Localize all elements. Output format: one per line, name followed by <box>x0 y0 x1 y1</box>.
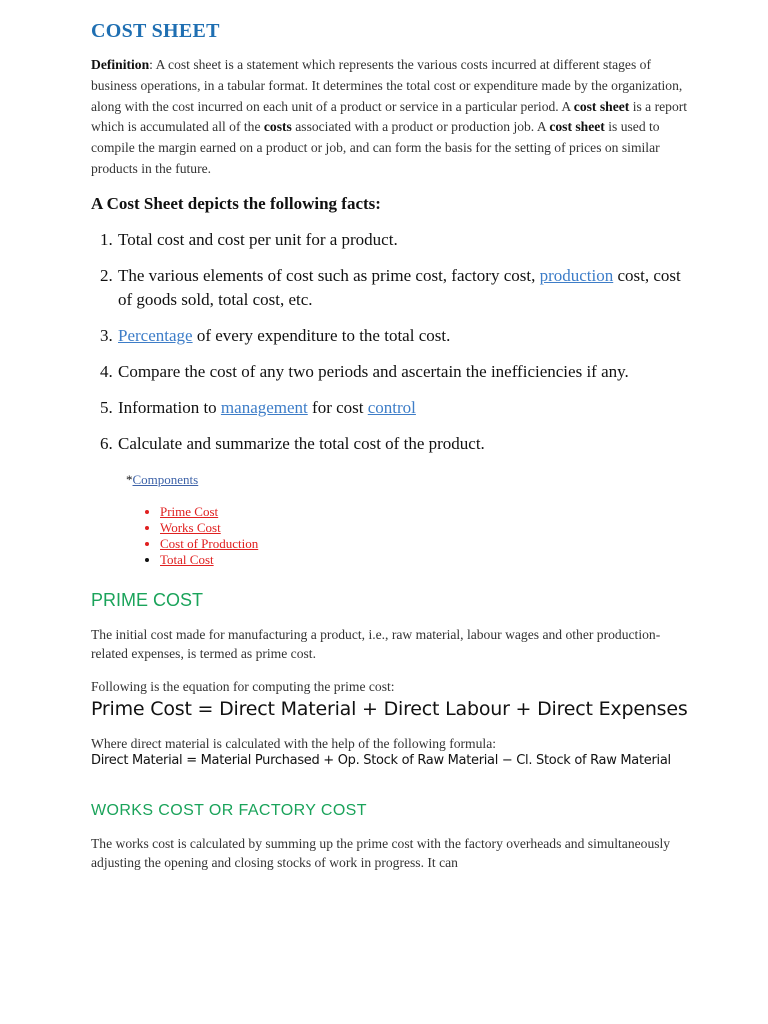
fact-text: for cost <box>307 397 368 417</box>
works-cost-paragraph: The works cost is calculated by summing up the prime cost with the factory overheads and simultaneously adjusting the opening and closing stocks of work in progress. It can <box>91 835 671 870</box>
facts-list <box>91 228 691 456</box>
page-title: COST SHEET <box>91 20 220 42</box>
fact-text: Information to <box>118 397 221 417</box>
list-item <box>117 396 691 420</box>
list-item <box>117 264 691 312</box>
bold-term: costs <box>263 119 292 135</box>
fact-text: of every expenditure to the total cost. <box>192 325 451 345</box>
list-item <box>117 228 691 252</box>
cost-of-production-link[interactable]: Cost of Production <box>160 535 259 551</box>
bold-term: cost sheet <box>573 98 630 114</box>
definition-text: is a report which is accumulated all of the <box>91 98 688 135</box>
production-link[interactable]: production <box>539 265 614 285</box>
direct-material-intro: Where direct material is calculated with the help of the following formula: <box>91 735 497 751</box>
percentage-link[interactable]: Percentage <box>118 325 193 345</box>
definition-label: Definition <box>91 57 150 72</box>
fact-text: The various elements of cost such as prime cost, factory cost, <box>118 265 540 285</box>
prime-cost-equation: Prime Cost = Direct Material + Direct Labour + Direct Expenses <box>91 697 688 720</box>
components-list <box>91 504 691 568</box>
prime-cost-link[interactable]: Prime Cost <box>160 503 219 519</box>
definition-text: is used to compile the margin earned on a product or job, and can form the basis for the setting of prices on similar products in the future. <box>91 119 660 176</box>
list-item <box>117 324 691 348</box>
definition-text: : A cost sheet is a statement which represents the various costs incurred at different stages of business operations, in a tabular format. It determines the total cost or expenditure made by the organization, along with the cost incurred on each unit of a product or service in a particular period. A <box>91 57 683 114</box>
facts-heading: A Cost Sheet depicts the following facts: <box>91 193 381 213</box>
asterisk: * <box>126 471 133 487</box>
fact-text: Compare the cost of any two periods and ascertain the inefficiencies if any. <box>118 361 629 381</box>
direct-material-equation: Direct Material = Material Purchased + Op. Stock of Raw Material − Cl. Stock of Raw Material <box>91 752 671 768</box>
document-page <box>91 20 691 872</box>
list-item <box>160 504 691 520</box>
fact-text: cost, cost of goods sold, total cost, etc. <box>118 265 681 309</box>
definition-paragraph <box>91 55 691 180</box>
total-cost-link[interactable]: Total Cost <box>160 551 214 567</box>
bold-term: cost sheet <box>549 119 605 135</box>
list-item <box>160 520 691 536</box>
fact-text: Total cost and cost per unit for a product. <box>118 229 398 249</box>
components-link[interactable]: Components <box>132 471 199 487</box>
components-line <box>126 472 691 488</box>
list-item <box>117 360 691 384</box>
prime-cost-paragraph: The initial cost made for manufacturing a product, i.e., raw material, labour wages and other production-related expenses, is termed as prime cost. <box>91 626 661 661</box>
list-item <box>160 552 691 568</box>
prime-cost-heading: PRIME COST <box>91 589 204 610</box>
management-link[interactable]: management <box>220 397 308 417</box>
equation-intro: Following is the equation for computing the prime cost: <box>91 678 395 694</box>
works-cost-heading: WORKS COST OR FACTORY COST <box>91 801 367 819</box>
list-item <box>117 432 691 456</box>
works-cost-link[interactable]: Works Cost <box>160 519 221 535</box>
fact-text: Calculate and summarize the total cost of the product. <box>118 433 485 453</box>
list-item <box>160 536 691 552</box>
control-link[interactable]: control <box>367 397 416 417</box>
definition-text: associated with a product or production job. A <box>291 119 550 135</box>
